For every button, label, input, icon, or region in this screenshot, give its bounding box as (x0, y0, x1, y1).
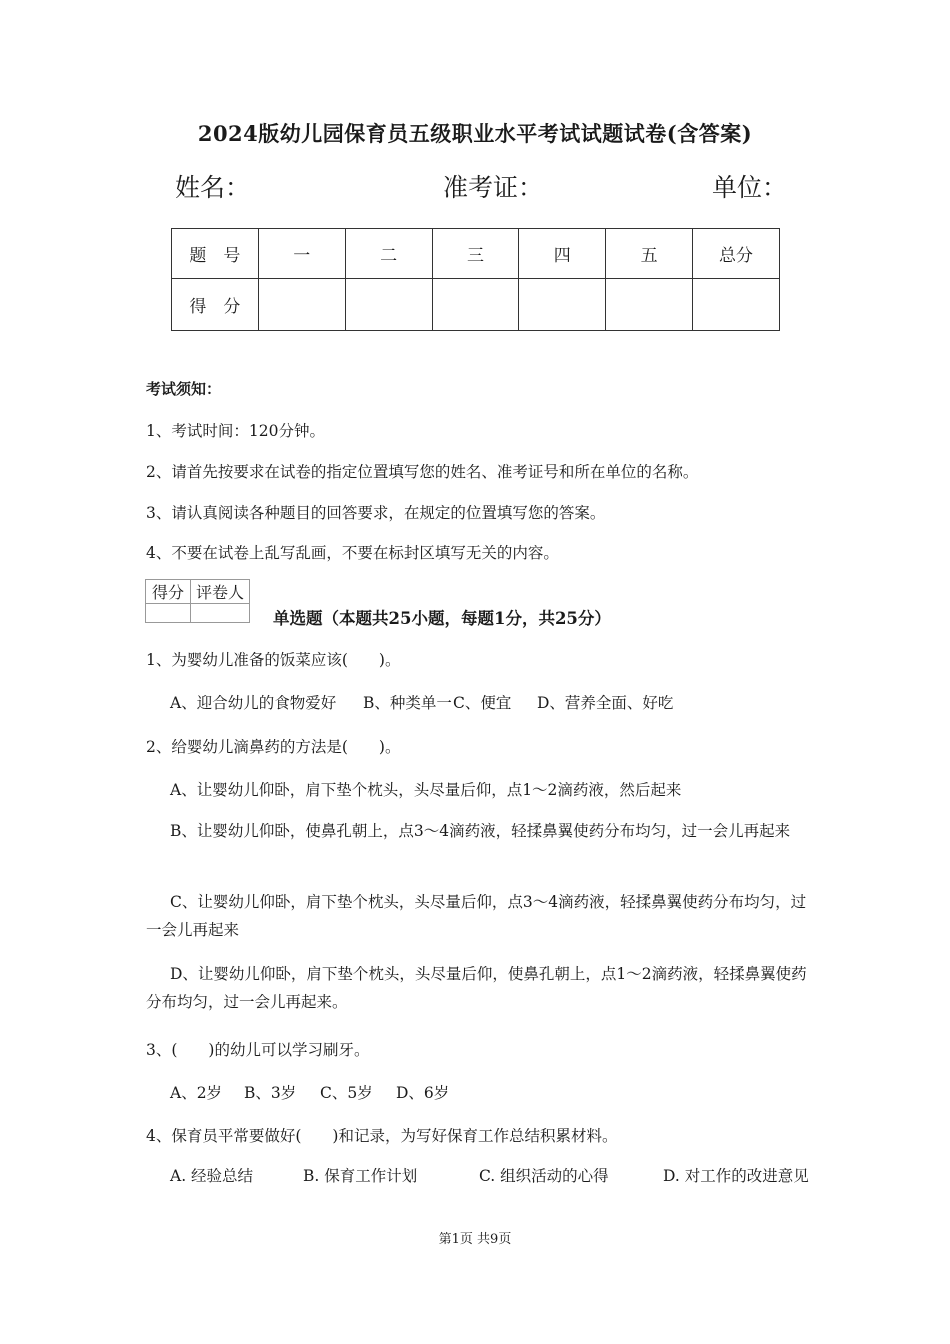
option[interactable]: B、3岁 (244, 1084, 297, 1102)
score-header-cell: 二 (345, 229, 432, 279)
question-options (170, 691, 673, 713)
page-title: 2024版幼儿园保育员五级职业水平考试试题试卷(含答案) (197, 121, 753, 146)
score-header-cell: 题 号 (172, 229, 259, 279)
notice-item: 2、请首先按要求在试卷的指定位置填写您的姓名、准考证号和所在单位的名称。 (146, 463, 699, 481)
option[interactable]: C、让婴幼儿仰卧，肩下垫个枕头，头尽量后仰，点3～4滴药液，轻揉鼻翼使药分布均匀，过一会儿再起来 (146, 893, 807, 939)
question-stem: 3、( )的幼儿可以学习刷牙。 (146, 1041, 370, 1059)
option[interactable]: B、让婴幼儿仰卧，使鼻孔朝上，点3～4滴药液，轻揉鼻翼使药分布均匀，过一会儿再起来 (170, 822, 791, 840)
grader-score-cell[interactable] (146, 604, 191, 623)
grader-name-label: 评卷人 (191, 580, 250, 604)
score-cell[interactable] (519, 279, 606, 331)
score-cell[interactable] (258, 279, 345, 331)
score-cell[interactable] (606, 279, 693, 331)
score-cell[interactable] (432, 279, 519, 331)
question-stem: 2、给婴幼儿滴鼻药的方法是( )。 (146, 738, 401, 756)
unit-label: 单位： (712, 173, 788, 202)
option[interactable]: A. 经验总结 (170, 1167, 254, 1185)
score-table-score-row (172, 279, 780, 331)
score-header-cell: 四 (519, 229, 606, 279)
notice-title: 考试须知： (146, 380, 222, 398)
option[interactable]: B、种类单一 (363, 694, 452, 712)
section-title: 单选题（本题共25小题，每题1分，共25分） (273, 609, 611, 628)
option[interactable]: C. 组织活动的心得 (479, 1167, 609, 1185)
grader-name-cell[interactable] (191, 604, 250, 623)
option[interactable]: C、便宜 (453, 694, 512, 712)
score-header-cell: 五 (606, 229, 693, 279)
name-label: 姓名： (175, 173, 251, 202)
option[interactable]: A、让婴幼儿仰卧，肩下垫个枕头，头尽量后仰，点1～2滴药液，然后起来 (170, 781, 682, 799)
notice-item: 1、考试时间：120分钟。 (146, 422, 325, 440)
score-table-header-row (172, 229, 780, 279)
score-cell[interactable] (345, 279, 432, 331)
grader-box (145, 579, 250, 623)
question-stem: 1、为婴幼儿准备的饭菜应该( )。 (146, 651, 401, 669)
exam-id-label: 准考证： (443, 173, 544, 202)
score-header-cell: 总分 (693, 229, 780, 279)
score-row-label: 得 分 (172, 279, 259, 331)
option[interactable]: B. 保育工作计划 (303, 1167, 418, 1185)
score-header-cell: 三 (432, 229, 519, 279)
option[interactable]: A、2岁 (170, 1084, 223, 1102)
option[interactable]: D. 对工作的改进意见 (663, 1167, 809, 1185)
grader-score-label: 得分 (146, 580, 191, 604)
question-stem: 4、保育员平常要做好( )和记录，为写好保育工作总结积累材料。 (146, 1127, 618, 1145)
question-options (146, 1162, 811, 1190)
option[interactable]: A、迎合幼儿的食物爱好 (170, 694, 337, 712)
score-cell[interactable] (693, 279, 780, 331)
score-header-cell: 一 (258, 229, 345, 279)
option[interactable]: C、5岁 (320, 1084, 373, 1102)
question-options (170, 1081, 449, 1103)
option[interactable]: D、让婴幼儿仰卧，肩下垫个枕头，头尽量后仰，使鼻孔朝上，点1～2滴药液，轻揉鼻翼使药分布均匀，过一会儿再起来。 (146, 965, 807, 1011)
option[interactable]: D、6岁 (396, 1084, 450, 1102)
page-footer: 第1页 共9页 (438, 1232, 512, 1247)
notice-item: 3、请认真阅读各种题目的回答要求，在规定的位置填写您的答案。 (146, 504, 606, 522)
option[interactable]: D、营养全面、好吃 (537, 694, 674, 712)
score-table (171, 228, 780, 331)
notice-item: 4、不要在试卷上乱写乱画，不要在标封区填写无关的内容。 (146, 544, 559, 562)
